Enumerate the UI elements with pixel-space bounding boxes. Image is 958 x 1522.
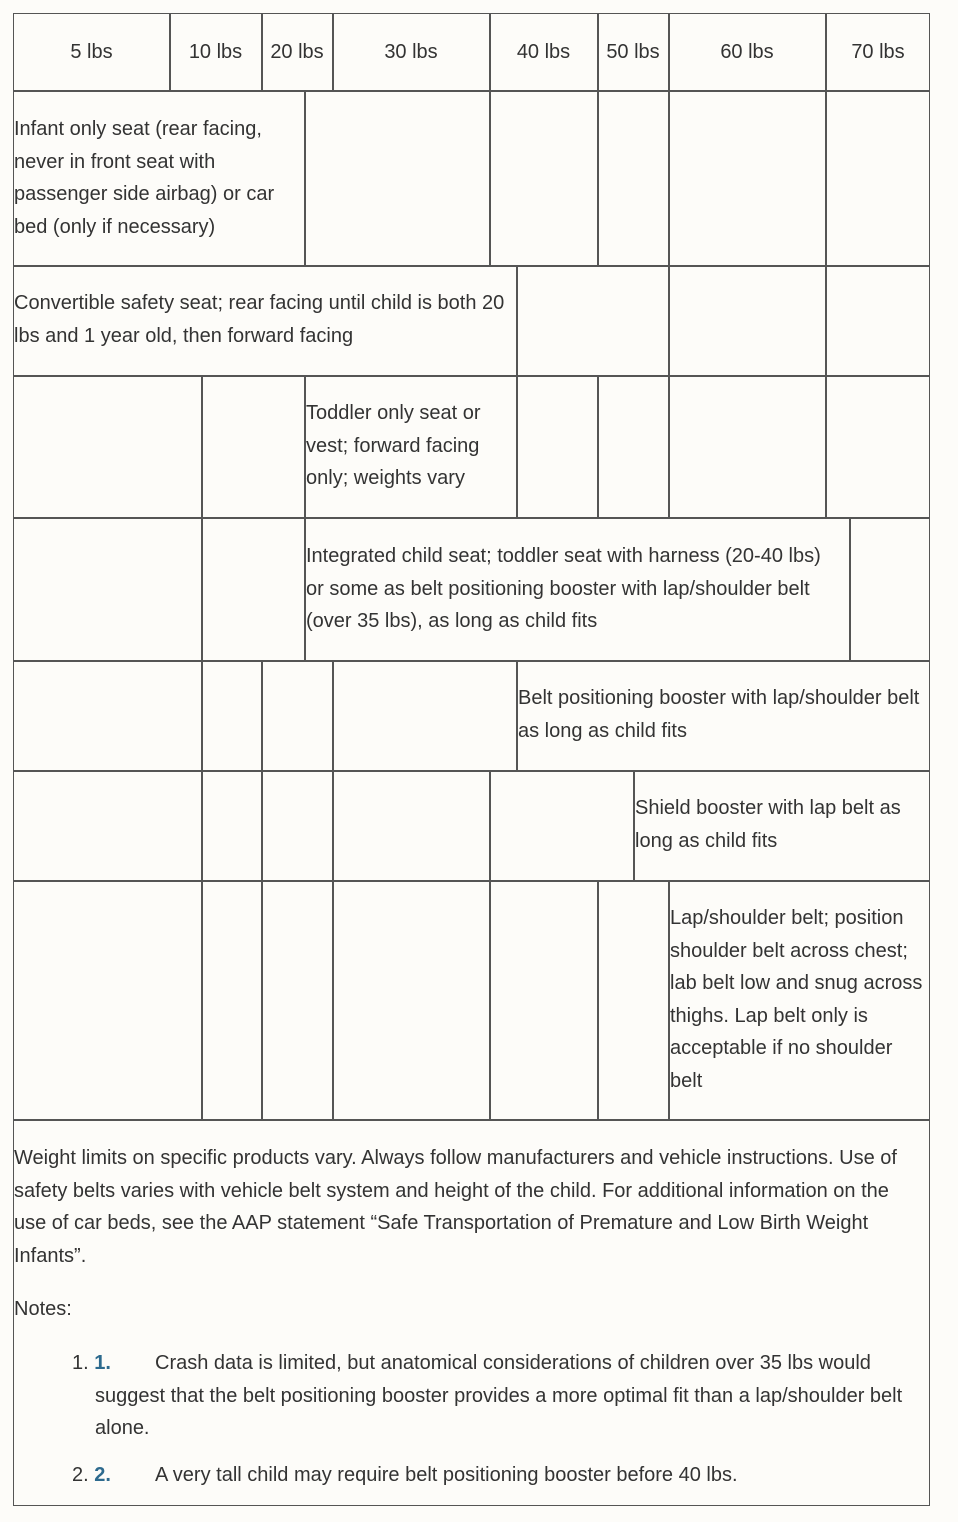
row-divider — [13, 770, 930, 772]
header-weight-30: 30 lbs — [384, 41, 438, 63]
col-divider — [597, 880, 599, 1119]
cell-shield-booster: Shield booster with lap belt as long as child fits — [635, 797, 901, 852]
header-weight-5: 5 lbs — [70, 41, 113, 63]
col-divider — [304, 90, 306, 265]
col-divider — [668, 375, 670, 517]
col-divider — [332, 880, 334, 1119]
note-number: 1. — [72, 1352, 89, 1374]
col-divider — [516, 375, 518, 517]
col-divider — [261, 660, 263, 770]
disclaimer-text: Weight limits on specific products vary. Always follow manufacturers and vehicle instructions. Use of safety belts varies with vehicle belt system and height of the child. For additional information on the use of car beds, see the AAP statement “Safe Transportation of Premature and Low Birth Weight Infants”. — [14, 1147, 897, 1267]
row-divider — [13, 880, 930, 882]
col-divider — [201, 660, 203, 770]
header-weight-70: 70 lbs — [851, 41, 905, 63]
cell-integrated-seat: Integrated child seat; toddler seat with harness (20-40 lbs) or some as belt positioning booster with lap/shoulder belt (over 35 lbs), as long as child fits — [306, 545, 821, 632]
col-divider — [332, 660, 334, 770]
col-divider — [261, 880, 263, 1119]
col-divider — [668, 265, 670, 375]
row-divider — [13, 1119, 930, 1121]
col-divider — [825, 90, 827, 265]
col-divider — [261, 770, 263, 880]
col-divider — [489, 770, 491, 880]
cell-infant-seat: Infant only seat (rear facing, never in front seat with passenger side airbag) or car bed (only if necessary) — [14, 118, 275, 238]
note-ref-link[interactable]: 1. — [94, 1352, 111, 1374]
row-divider — [13, 517, 930, 519]
col-divider — [332, 770, 334, 880]
col-divider — [825, 375, 827, 517]
col-divider — [489, 880, 491, 1119]
col-divider — [201, 880, 203, 1119]
col-divider — [489, 90, 491, 265]
col-divider — [201, 770, 203, 880]
col-divider — [825, 265, 827, 375]
note-ref-link[interactable]: 2. — [94, 1464, 111, 1486]
row-divider — [13, 265, 930, 267]
header-weight-20: 20 lbs — [270, 41, 324, 63]
notes-label: Notes: — [14, 1298, 72, 1320]
cell-belt-booster: Belt positioning booster with lap/shoulder belt as long as child fits — [518, 687, 920, 742]
cell-convertible-seat: Convertible safety seat; rear facing until child is both 20 lbs and 1 year old, then forward facing — [14, 292, 505, 347]
note-number: 2. — [72, 1464, 89, 1486]
note-text: A very tall child may require belt positioning booster before 40 lbs. — [155, 1464, 738, 1486]
header-weight-40: 40 lbs — [516, 41, 571, 63]
header-weight-60: 60 lbs — [720, 41, 774, 63]
header-weight-10: 10 lbs — [188, 41, 243, 63]
col-divider — [597, 375, 599, 517]
note-text: Crash data is limited, but anatomical considerations of children over 35 lbs would suggest that the belt positioning booster provides a more optimal fit than a lap/shoulder belt alone. — [95, 1352, 903, 1439]
row-divider — [13, 660, 930, 662]
col-divider — [597, 90, 599, 265]
row-divider — [13, 90, 930, 92]
cell-toddler-seat: Toddler only seat or vest; forward facing only; weights vary — [306, 402, 481, 489]
col-divider — [201, 375, 203, 517]
header-weight-50: 50 lbs — [606, 41, 660, 63]
cell-lap-shoulder-belt: Lap/shoulder belt; position shoulder belt across chest; lab belt low and snug across thighs. Lap belt only is acceptable if no shoulder belt — [670, 907, 923, 1092]
col-divider — [849, 517, 851, 660]
row-divider — [13, 375, 930, 377]
col-divider — [201, 517, 203, 660]
col-divider — [668, 90, 670, 265]
